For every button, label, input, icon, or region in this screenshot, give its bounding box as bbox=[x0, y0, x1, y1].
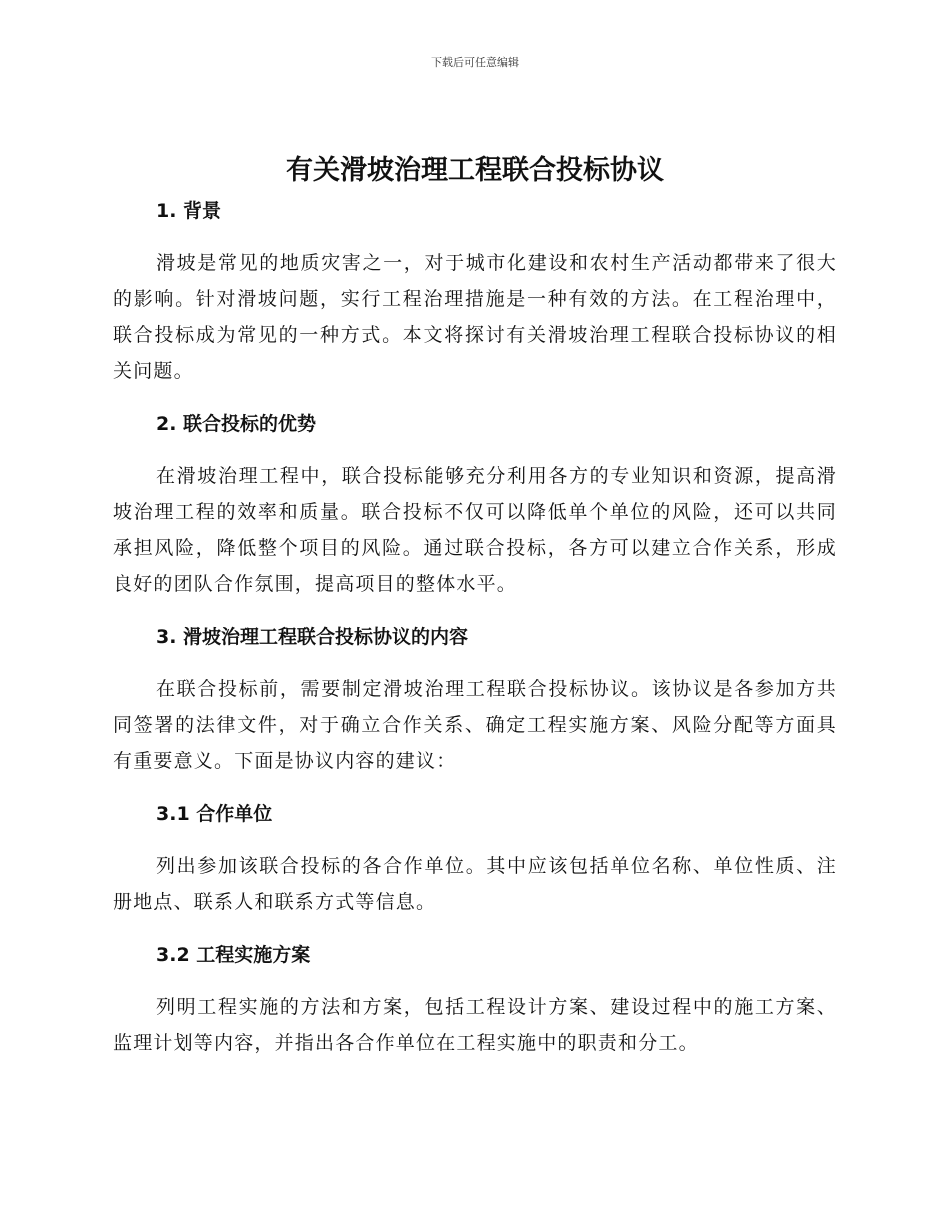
spacer bbox=[113, 652, 837, 671]
spacer bbox=[113, 970, 837, 989]
section-paragraph-partner-units: 列出参加该联合投标的各合作单位。其中应该包括单位名称、单位性质、注册地点、联系人和联系方式等信息。 bbox=[113, 855, 837, 913]
spacer bbox=[113, 226, 837, 245]
section-heading-implementation-plan: 3.2 工程实施方案 bbox=[156, 944, 311, 966]
header-note: 下载后可任意编辑 bbox=[431, 56, 519, 69]
section-paragraph-implementation-plan: 列明工程实施的方法和方案，包括工程设计方案、建设过程中的施工方案、监理计划等内容，并指出各合作单位在工程实施中的职责和分工。 bbox=[113, 996, 837, 1054]
section-heading-advantages: 2. 联合投标的优势 bbox=[156, 413, 317, 435]
spacer bbox=[113, 389, 837, 409]
spacer bbox=[113, 920, 837, 940]
section-heading-agreement-content: 3. 滑坡治理工程联合投标协议的内容 bbox=[156, 626, 469, 648]
document-body bbox=[113, 196, 837, 1061]
spacer bbox=[113, 779, 837, 799]
spacer bbox=[113, 829, 837, 848]
section-paragraph-agreement-content: 在联合投标前，需要制定滑坡治理工程联合投标协议。该协议是各参加方共同签署的法律文件，对于确立合作关系、确定工程实施方案、风险分配等方面具有重要意义。下面是协议内容的建议： bbox=[113, 678, 837, 772]
section-heading-background: 1. 背景 bbox=[156, 200, 222, 222]
section-paragraph-advantages: 在滑坡治理工程中，联合投标能够充分利用各方的专业知识和资源，提高滑坡治理工程的效率和质量。联合投标不仅可以降低单个单位的风险，还可以共同承担风险，降低整个项目的风险。通过联合投标，各方可以建立合作关系，形成良好的团队合作氛围，提高项目的整体水平。 bbox=[113, 465, 837, 595]
section-heading-partner-units: 3.1 合作单位 bbox=[156, 803, 273, 825]
section-paragraph-background: 滑坡是常见的地质灾害之一，对于城市化建设和农村生产活动都带来了很大的影响。针对滑坡问题，实行工程治理措施是一种有效的方法。在工程治理中，联合投标成为常见的一种方式。本文将探讨有关滑坡治理工程联合投标协议的相关问题。 bbox=[113, 252, 837, 382]
spacer bbox=[113, 439, 837, 458]
spacer bbox=[113, 602, 837, 622]
document-title: 有关滑坡治理工程联合投标协议 bbox=[286, 155, 664, 186]
